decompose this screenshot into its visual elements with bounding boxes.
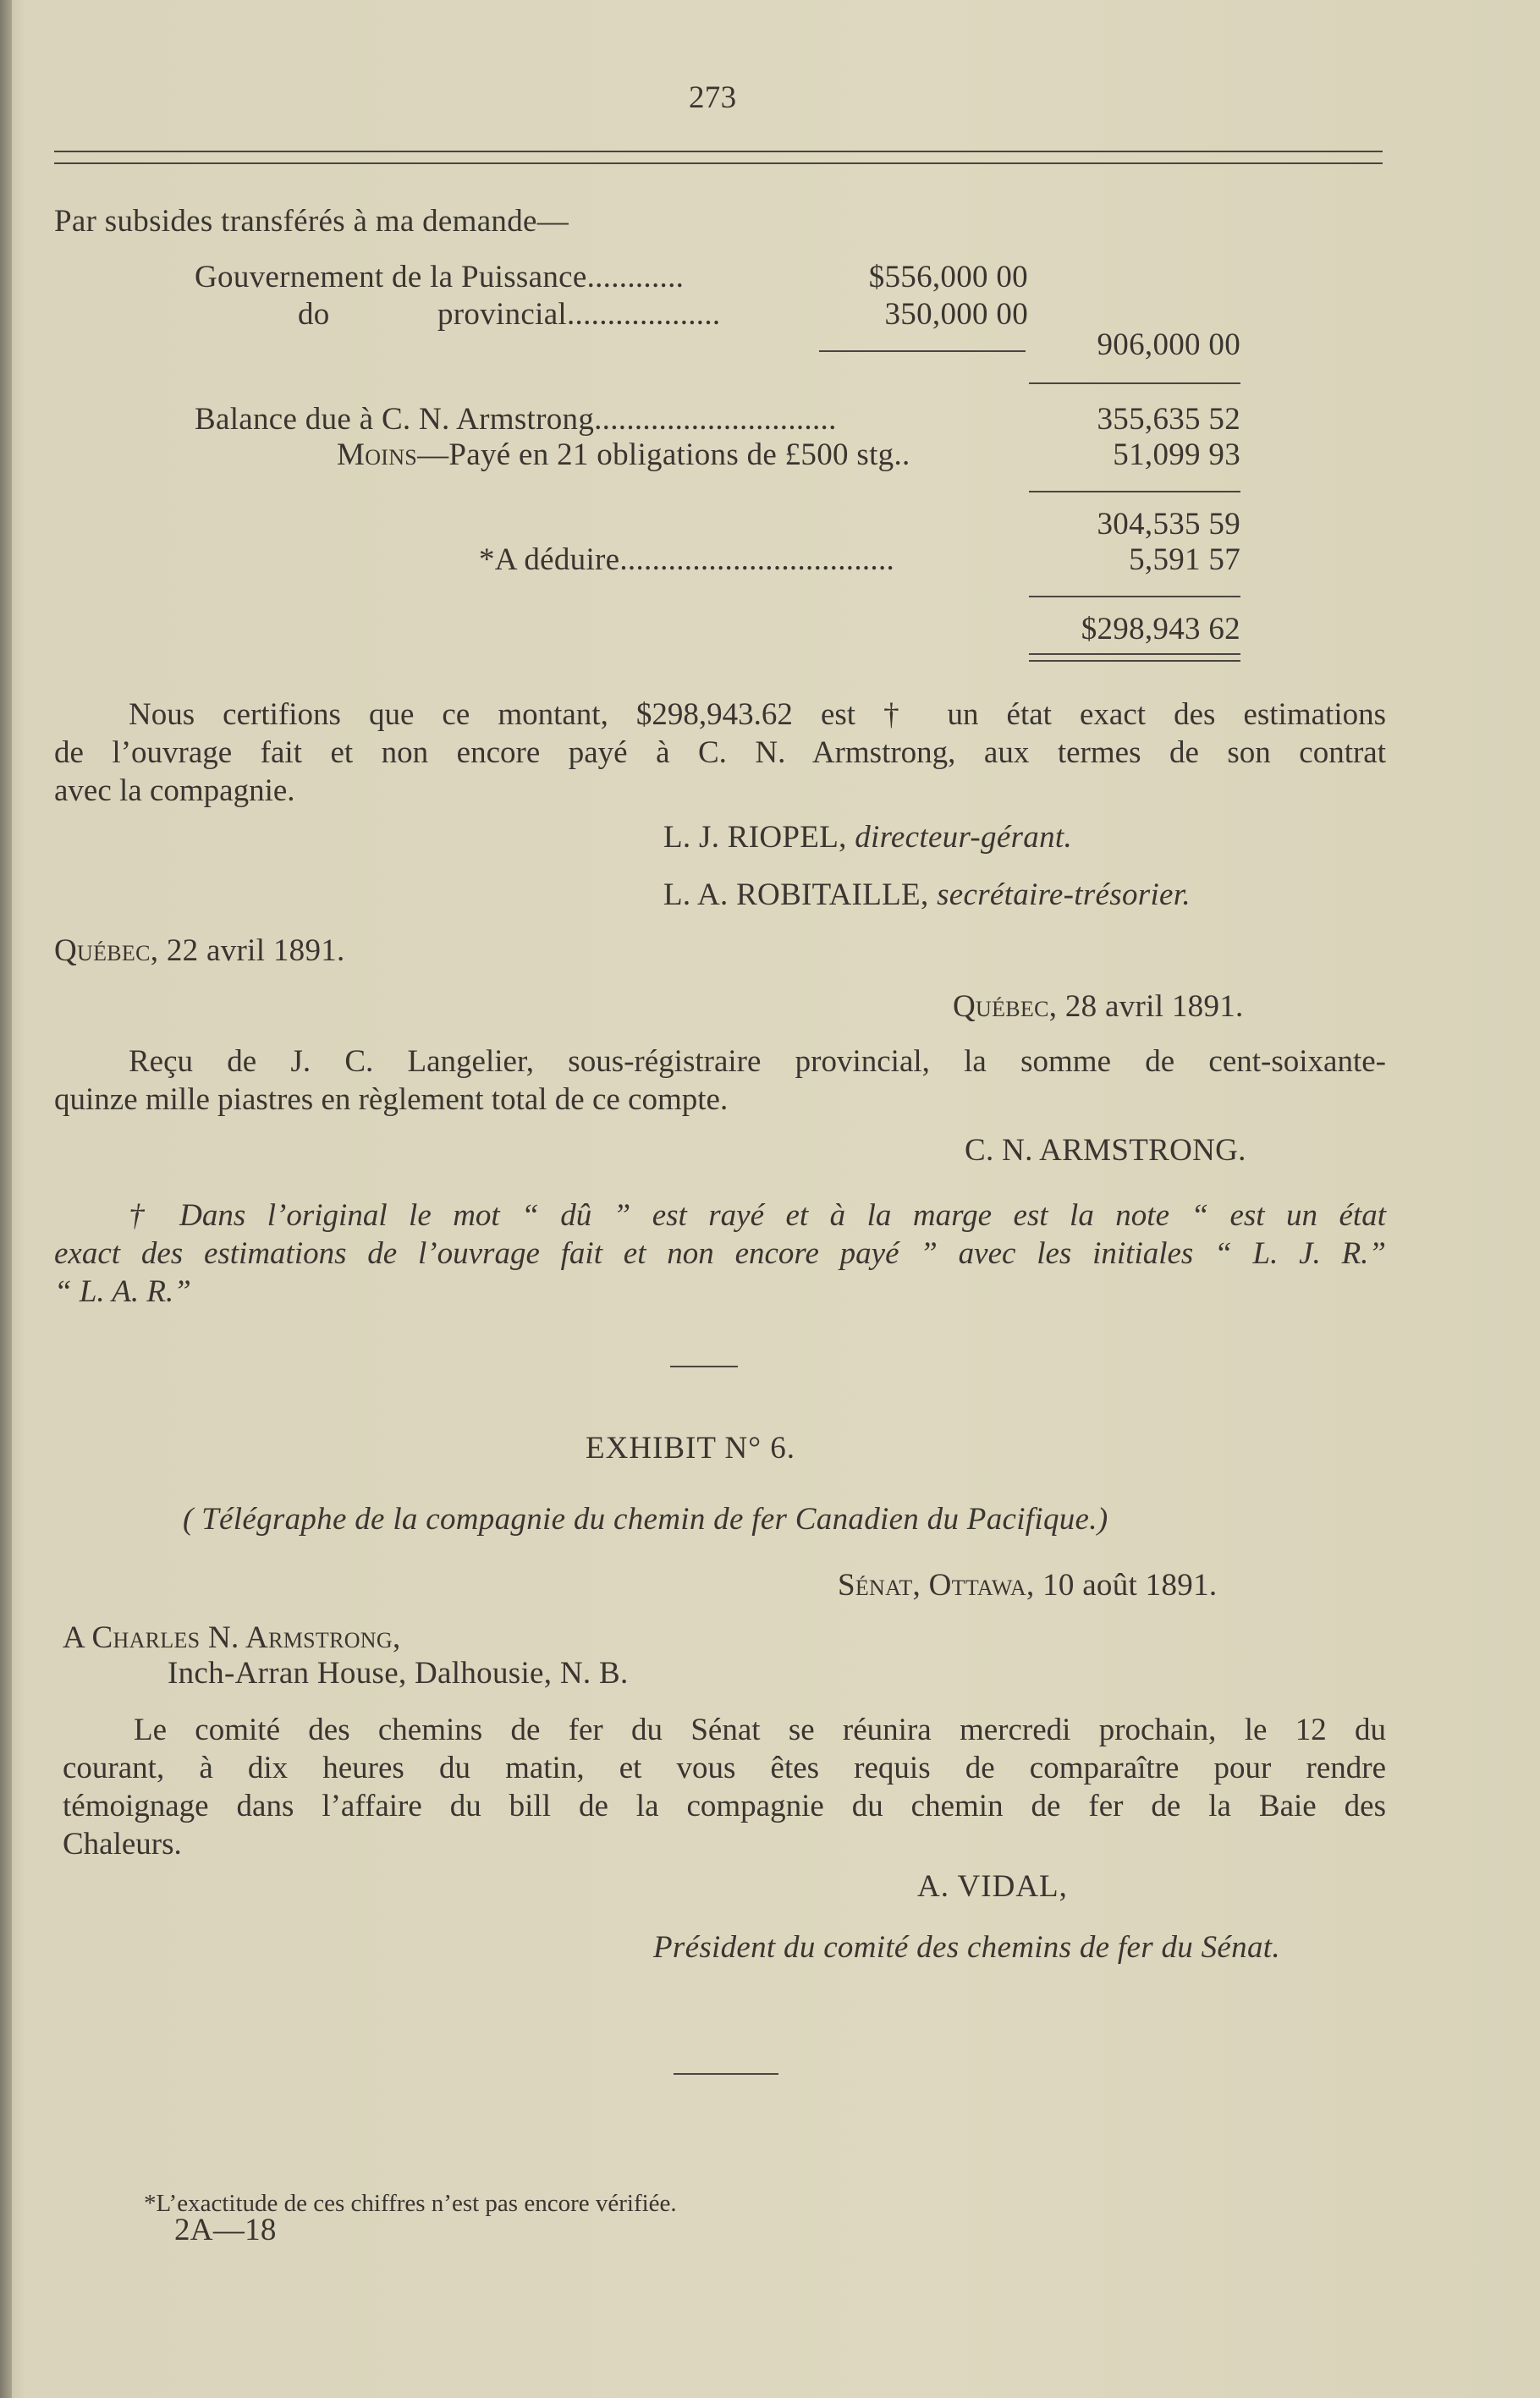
robitaille-name: L. A. ROBITAILLE, (663, 877, 929, 912)
date-line-2 (953, 988, 1244, 1025)
provincial-label: provincial................... (437, 297, 721, 332)
receipt-paragraph (54, 1042, 1386, 1119)
riopel-name: L. J. RIOPEL, (663, 820, 847, 855)
certification-line-2: de l’ouvrage fait et non encore payé à C. N. Armstrong, aux termes de son contrat (54, 735, 1386, 770)
exhibit-heading: EXHIBIT N° 6. (586, 1431, 796, 1466)
dash-rule-1 (819, 350, 1026, 352)
receipt-signature: C. N. ARMSTRONG. (965, 1133, 1246, 1168)
robitaille-title: secrétaire-trésorier. (937, 877, 1191, 912)
exhibit-body-line-1: Le comité des chemins de fer du Sénat se réunira mercredi prochain, le 12 du (134, 1713, 1386, 1747)
deduire-amount: 5,591 57 (1129, 542, 1240, 577)
moins-text: —Payé en 21 obligations de £500 stg.. (417, 437, 910, 472)
book-spine (0, 0, 12, 2398)
exhibit-date-line (838, 1567, 1217, 1603)
exhibit-body-line-2: courant, à dix heures du matin, et vous êtes requis de comparaître pour rendre (63, 1751, 1386, 1785)
signature-mark: 2A—18 (174, 2213, 277, 2247)
receipt-line-2: quinze mille piastres en règlement total de ce compte. (54, 1082, 729, 1117)
gouvernement-label: Gouvernement de la Puissance............ (195, 260, 685, 294)
header-rule-bottom (54, 162, 1383, 164)
exhibit-date-place: Sénat, Ottawa, (838, 1568, 1035, 1603)
do-label: do (298, 297, 330, 332)
exhibit-signature-title: Président du comité des chemins de fer du Sénat. (653, 1930, 1280, 1965)
signature-riopel (663, 819, 1072, 855)
exhibit-signature: A. VIDAL, (917, 1869, 1068, 1904)
moins-line (337, 437, 910, 473)
balance-amount: 355,635 52 (1097, 402, 1240, 437)
provincial-amount: 350,000 00 (884, 297, 1028, 332)
note-line-2: exact des estimations de l’ouvrage fait et non encore payé ” avec les initiales “ L. J. R.” (54, 1236, 1386, 1271)
note-line-1: † Dans l’original le mot “ dû ” est rayé et à la marge est la note “ est un état (129, 1198, 1386, 1233)
header-rule-top (54, 151, 1383, 152)
note-paragraph (54, 1196, 1386, 1311)
date2: 28 avril 1891. (1064, 989, 1244, 1024)
moins-label: Moins (337, 437, 418, 472)
total-rule-top (1029, 596, 1240, 597)
deduire-label: *A déduire.................................. (479, 542, 895, 577)
exhibit-subtitle: ( Télégraphe de la compagnie du chemin de fer Canadien du Pacifique.) (183, 1502, 1108, 1537)
date2-place: Québec, (953, 989, 1058, 1024)
total-rule-bottom-2 (1029, 660, 1240, 662)
subtotal-rule (1029, 382, 1240, 384)
note-line-3: “ L. A. R.” (54, 1274, 191, 1309)
exhibit-body (63, 1711, 1386, 1863)
date1: 22 avril 1891. (166, 933, 345, 968)
certification-paragraph (54, 696, 1386, 810)
exhibit-address: Inch-Arran House, Dalhousie, N. B. (168, 1656, 629, 1691)
certification-line-1: Nous certifions que ce montant, $298,943.62 est † un état exact des estimations (129, 697, 1386, 732)
total-amount: $298,943 62 (1081, 612, 1240, 646)
balance-label: Balance due à C. N. Armstrong.............................. (195, 402, 837, 437)
riopel-title: directeur-gérant. (855, 820, 1073, 855)
moins-amount: 51,099 93 (1113, 437, 1240, 472)
date-line-1 (54, 932, 345, 969)
exhibit-body-line-4: Chaleurs. (63, 1827, 182, 1862)
receipt-line-1: Reçu de J. C. Langelier, sous-régistraire provincial, la somme de cent-soixante- (129, 1044, 1386, 1079)
gouvernement-amount: $556,000 00 (868, 260, 1028, 294)
footnote: *L’exactitude de ces chiffres n’est pas encore vérifiée. (144, 2190, 677, 2217)
date1-place: Québec, (54, 933, 159, 968)
certification-line-3: avec la compagnie. (54, 773, 295, 808)
net-rule (1029, 491, 1240, 492)
exhibit-addressee: A Charles N. Armstrong, (63, 1620, 401, 1655)
total-rule-bottom-1 (1029, 653, 1240, 655)
net-amount: 304,535 59 (1097, 507, 1240, 542)
exhibit-body-line-3: témoignage dans l’affaire du bill de la compagnie du chemin de fer de la Baie des (63, 1789, 1386, 1823)
subtotal-amount: 906,000 00 (1097, 327, 1240, 362)
signature-robitaille (663, 877, 1191, 913)
section-separator (670, 1366, 738, 1367)
exhibit-date: 10 août 1891. (1042, 1568, 1218, 1603)
ledger-intro: Par subsides transférés à ma demande— (54, 204, 569, 239)
page-number: 273 (689, 80, 737, 115)
end-separator (674, 2073, 778, 2075)
